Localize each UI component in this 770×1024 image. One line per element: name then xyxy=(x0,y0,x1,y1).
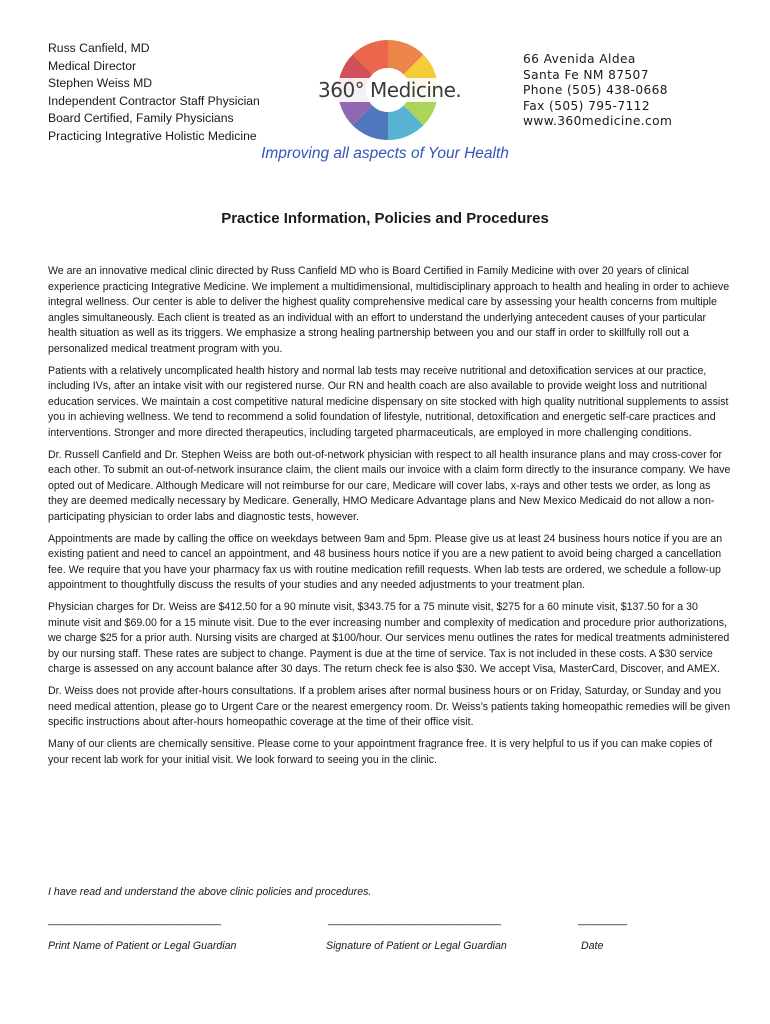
physician-info-line: Independent Contractor Staff Physician xyxy=(48,93,260,108)
signature-line[interactable]: ________________________________ xyxy=(328,914,501,926)
paragraph: Many of our clients are chemically sensitive. Please come to your appointment fragrance free. It is very helpful to us if you can make copies of your recent lab work for your initial visit. We look forward to seeing you in the clinic. xyxy=(48,738,713,766)
paragraph: Physician charges for Dr. Weiss are $412.50 for a 90 minute visit, $343.75 for a 75 minute visit, $275 for a 60 minute visit, $137.50 for a 30 minute visit and $69.00 for a 15 minute visit. Due to the ever increasing number and complexity of medication and procedure prior authorizations, we charge $25 for a prior auth. Nursing visits are charged at $100/hour. Our services menu outlines the rates for medical treatments administered by our nursing staff. These rates are subject to change. Payment is due at the time of service. Tax is not included in these costs. A $30 service charge is assessed on any account balance after 30 days. The return check fee is also $30. We accept Visa, MasterCard, Discover, and AMEX. xyxy=(48,601,730,675)
phone-line: Phone (505) 438-0668 xyxy=(523,83,668,98)
fax-line: Fax (505) 795-7112 xyxy=(523,98,650,113)
city-line: Santa Fe NM 87507 xyxy=(523,67,649,82)
physician-info-line: Medical Director xyxy=(48,58,137,73)
policy-body xyxy=(48,264,732,775)
paragraph: Patients with a relatively uncomplicated health history and normal lab tests may receive nutritional and detoxification services at our practice, including IVs, after an intake visit with our registered nurse. Our RN and health coach are also available to provide weight loss and nutritional education services. We maintain a cost competitive natural medicine dispensary on site stocked with high quality nutritional supplements to assist you in achieving wellness. We tend to recommend a solid foundation of lifestyle, nutritional, detoxification and energetic self-care practices and interventions. Stronger and more directed therapeutics, including targeted pharmaceuticals, are employed in more challenging conditions. xyxy=(48,364,729,439)
tagline-text: Improving all aspects of Your Health xyxy=(261,145,509,162)
physician-info-line: Board Certified, Family Physicians xyxy=(48,111,234,126)
print-name-label: Print Name of Patient or Legal Guardian xyxy=(48,940,237,952)
paragraph: We are an innovative medical clinic directed by Russ Canfield MD who is Board Certified in Family Medicine with over 20 years of clinical experience practicing Integrative Medicine. We implement a multidimensional, multidisciplinary approach to health and healing in order to achieve integral wellness. Our center is able to deliver the highest quality comprehensive medical care by assessing your health concerns from multiple angles simultaneously. Each client is treated as an individual with an effort to understand the underlying antecedent causes of your particular health situation as well as its triggers. We emphasize a strong healing partnership between you and our staff in order to skillfully roll out a personalized medical treatment program with you. xyxy=(48,265,730,355)
tagline xyxy=(0,145,770,163)
clinic-contact xyxy=(523,52,672,130)
paragraph: Appointments are made by calling the office on weekdays between 9am and 5pm. Please give us at least 24 business hours notice if you are an existing patient and need to cancel an appointment, and 48 business hours notice if you are a new patient to avoid being charged a cancellation fee. We require that you have your pharmacy fax us with routine medication refill requests. When lab tests are ordered, we schedule a follow-up appointment to thoughtfully discuss the results of your studies and any needed adjustments to your treatment plan. xyxy=(48,532,723,591)
clinic-logo xyxy=(318,38,462,142)
address-line: 66 Avenida Aldea xyxy=(523,52,636,66)
paragraph: Dr. Russell Canfield and Dr. Stephen Weiss are both out-of-network physician with respect to all health insurance plans and may cross-cover for each other. To submit an out-of-network insurance claim, the client mails our invoice with a claim form directly to the insurance company. We have opted out of Medicare. Although Medicare will not reimburse for our care, Medicare will cover labs, x-rays and other tests we order, as long as they are deemed medically necessary by Medicare. Generally, HMO Medicare Advantage plans and New Mexico Medicaid do not allow a non-participating physician to order labs and diagnostic tests, however. xyxy=(48,448,731,523)
physician-info-line: Practicing Integrative Holistic Medicine xyxy=(48,128,257,143)
print-name-line[interactable]: ________________________________ xyxy=(48,914,221,926)
website-line: www.360medicine.com xyxy=(523,114,673,129)
signature-label: Signature of Patient or Legal Guardian xyxy=(326,940,507,952)
paragraph: Dr. Weiss does not provide after-hours consultations. If a problem arises after normal business hours or on Friday, Saturday, or Sunday and you need medical attention, please go to Urgent Care or the nearest emergency room. Dr. Weiss’s patients taking homeopathic remedies will be given specific instructions about after-hours homeopathic coverage at the time of their office visit. xyxy=(48,685,731,728)
page-title: Practice Information, Policies and Procedures xyxy=(221,210,549,227)
date-label: Date xyxy=(581,940,604,952)
logo-text: 360° Medicine. xyxy=(318,78,462,102)
acknowledgement: I have read and understand the above clinic policies and procedures. xyxy=(48,886,372,898)
date-line[interactable]: _________ xyxy=(578,914,627,926)
physician-info-line: Stephen Weiss MD xyxy=(48,76,153,91)
physician-info-line: Russ Canfield, MD xyxy=(48,41,150,55)
physician-info xyxy=(48,40,260,146)
